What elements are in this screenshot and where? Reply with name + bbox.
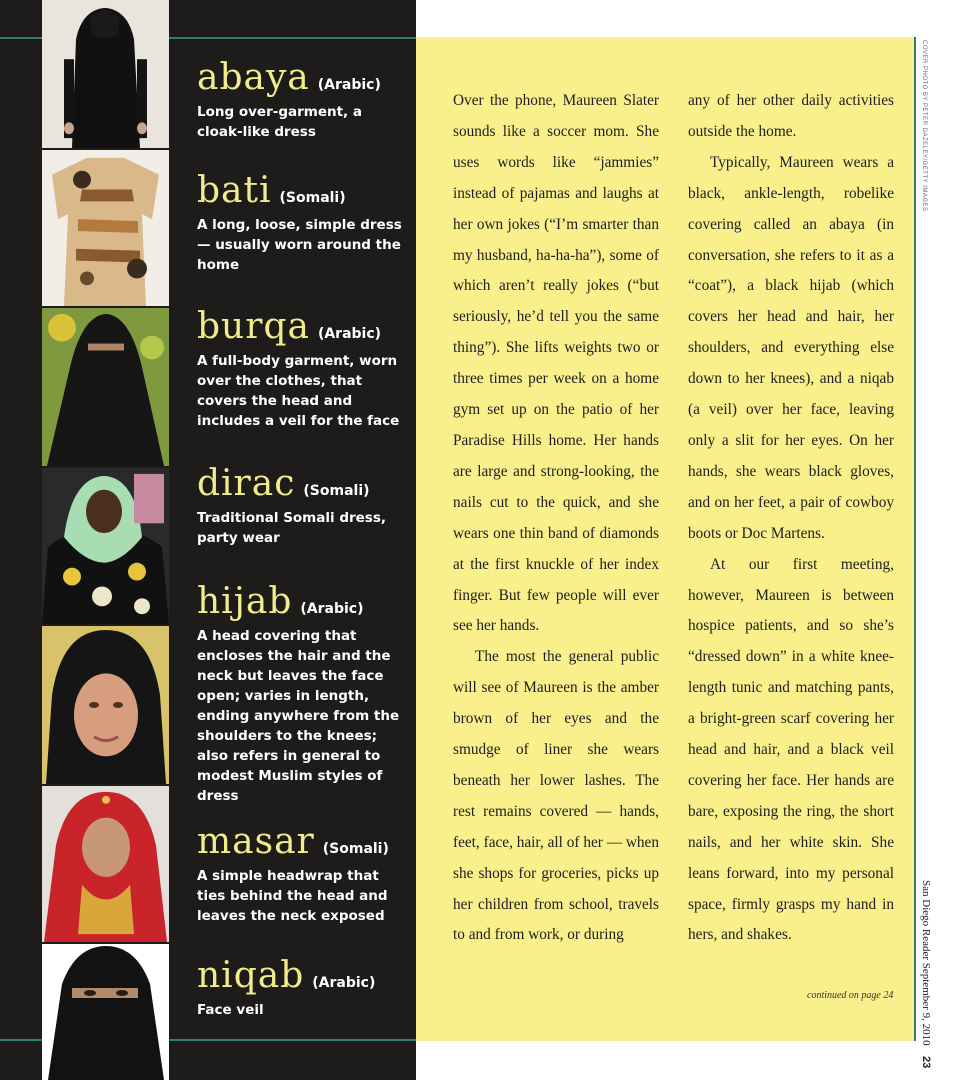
term-definition: A full-body garment, worn over the clothes, that covers the head and includes a veil for the face (197, 353, 400, 429)
term-definition: A long, loose, simple dress — usually worn around the home (197, 217, 402, 273)
photo-strip (42, 0, 169, 1080)
article-paragraph: The most the general public will see of Maureen is the amber brown of her eyes and the smudge of liner she wears beneath her lower lashes. The rest remains covered — hands, feet, face, hair, all of her — when she shops for groceries, picks up her children from school, travels to and from work, or during (453, 648, 659, 944)
term-dirac (197, 464, 402, 548)
article-column-1 (453, 86, 659, 951)
term-abaya (197, 58, 402, 142)
publication-line: San Diego Reader September 9, 2010 (920, 880, 932, 1046)
term-language: (Somali) (279, 190, 346, 206)
article-paragraph: At our first meeting, however, Maureen is between hospice patients, and so she’s “dressed down” in a white knee-length tunic and matching pants, a bright-green scarf covering her head and hair, and a black veil covering her face. Her hands are bare, exposing the ring, the short nails, and her white skin. She leans forward, into my personal space, firmly grasps my hand in hers, and shakes. (688, 555, 894, 944)
term-language: (Arabic) (317, 77, 381, 93)
term-language: (Arabic) (317, 326, 382, 342)
term-niqab (197, 956, 402, 1020)
term-word: masar (197, 821, 315, 862)
term-language: (Somali) (322, 841, 389, 857)
article-paragraph: Typically, Maureen wears a black, ankle-length, robelike covering called an abaya (in conversation, she refers to it as a “coat”), a black hijab (which covers her head and hair, her shoulders, and everything else down to her knees), and a niqab (a veil) over her face, leaving only a slit for her eyes. On her hands, she wears black gloves, and on her feet, a pair of cowboy boots or Doc Martens. (688, 153, 894, 542)
term-language: (Somali) (303, 483, 370, 499)
article-paragraph: Over the phone, Maureen Slater sounds like a soccer mom. She uses words like “jammies” instead of pajamas and laughs at her own jokes (“I’m smarter than my husband, ha-ha-ha”), some of which aren’t really jokes (“but seriously, he’d tell you the same thing”). She lifts weights two or three times per week on a home gym set up on the patio of her Paradise Hills home. Her hands are large and strong-looking, the nails cut to the quick, and she wears one thin band of diamonds at the first knuckle of her index finger. But few people will ever see her hands. (453, 92, 659, 635)
page-folio (920, 880, 932, 1069)
photo-burqa (42, 308, 169, 468)
top-rule-middle (169, 37, 416, 39)
term-word: bati (197, 170, 272, 211)
term-hijab (197, 582, 402, 806)
article-column-2 (688, 86, 894, 951)
term-bati (197, 171, 402, 275)
photo-niqab (42, 944, 169, 1080)
term-word: dirac (197, 463, 296, 504)
term-definition: A head covering that encloses the hair and the neck but leaves the face open; varies in length, ending anywhere from the shoulders to the knees; also refers in general to modest Muslim styles of dress (197, 628, 400, 804)
term-language: (Arabic) (312, 975, 376, 991)
term-word: niqab (197, 955, 305, 996)
photo-bati (42, 150, 169, 308)
article-paragraph: any of her other daily activities outside the home. (688, 92, 894, 140)
term-definition: Face veil (197, 1002, 264, 1018)
term-language: (Arabic) (300, 601, 364, 617)
term-word: burqa (197, 306, 310, 347)
page-number: 23 (920, 1056, 932, 1069)
photo-hijab (42, 626, 169, 786)
term-masar (197, 822, 402, 926)
term-definition: Traditional Somali dress, party wear (197, 510, 386, 546)
term-word: abaya (197, 57, 310, 98)
term-word: hijab (197, 581, 293, 622)
photo-abaya (42, 0, 169, 150)
photo-credit: COVER PHOTO BY PETER DAZELEY/GETTY IMAGES (921, 40, 927, 212)
term-definition: Long over-garment, a cloak-like dress (197, 104, 362, 140)
term-burqa (197, 307, 402, 431)
bottom-rule-middle (169, 1039, 418, 1041)
term-definition: A simple headwrap that ties behind the head and leaves the neck exposed (197, 868, 388, 924)
top-rule-left (0, 37, 42, 39)
continued-note: continued on page 24 (807, 990, 894, 1001)
bottom-rule-left (0, 1039, 42, 1041)
photo-masar (42, 786, 169, 944)
photo-dirac (42, 468, 169, 626)
